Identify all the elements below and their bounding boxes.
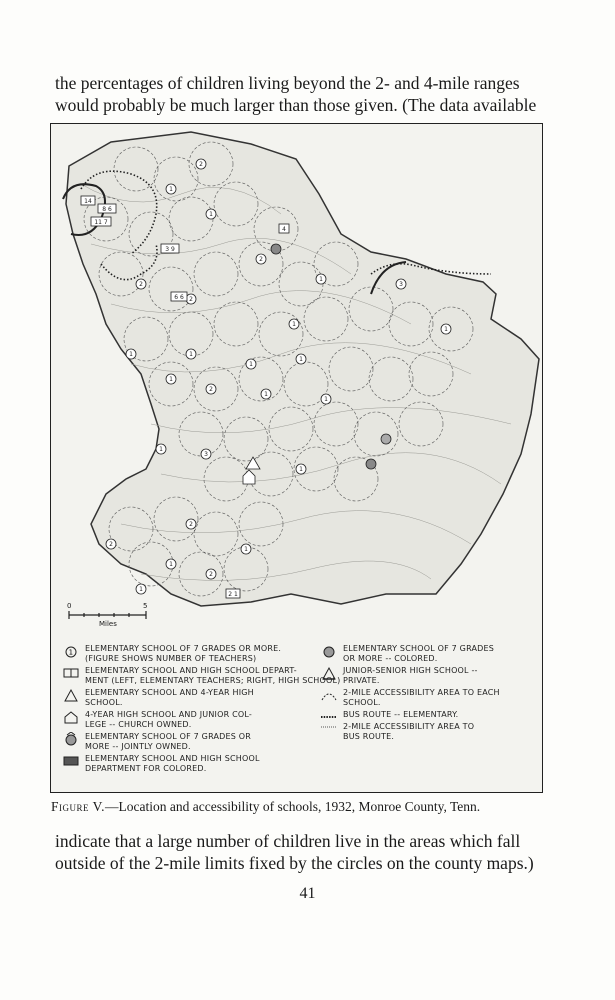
school-marker bbox=[186, 519, 196, 529]
text-line: would probably be much larger than those given. (The data available bbox=[55, 95, 537, 115]
svg-text:1: 1 bbox=[169, 561, 173, 568]
school-label: 14 bbox=[84, 198, 92, 205]
school-marker bbox=[289, 319, 299, 329]
school-marker bbox=[166, 184, 176, 194]
legend-text: OR MORE -- COLORED. bbox=[343, 654, 438, 663]
legend-item bbox=[63, 644, 281, 664]
legend-text: ELEMENTARY SCHOOL AND HIGH SCHOOL DEPART- bbox=[85, 666, 297, 675]
svg-text:2: 2 bbox=[189, 521, 193, 528]
svg-text:1: 1 bbox=[292, 321, 296, 328]
school-marker bbox=[271, 244, 281, 254]
school-marker bbox=[186, 349, 196, 359]
scale-bar bbox=[69, 611, 146, 619]
svg-text:1: 1 bbox=[209, 211, 213, 218]
school-marker bbox=[136, 584, 146, 594]
body-paragraph-top bbox=[55, 72, 550, 116]
svg-text:1: 1 bbox=[169, 186, 173, 193]
svg-text:1: 1 bbox=[244, 546, 248, 553]
legend-item bbox=[321, 644, 494, 664]
school-marker bbox=[241, 544, 251, 554]
svg-text:2: 2 bbox=[209, 386, 213, 393]
svg-text:2: 2 bbox=[259, 256, 263, 263]
svg-text:1: 1 bbox=[299, 356, 303, 363]
school-label: 3 9 bbox=[165, 246, 175, 253]
school-marker bbox=[296, 354, 306, 364]
caption-label: Figure V. bbox=[51, 799, 106, 814]
legend-item bbox=[63, 754, 260, 774]
dotted-line-icon bbox=[321, 722, 337, 736]
school-marker bbox=[256, 254, 266, 264]
county-outline bbox=[66, 132, 539, 606]
svg-text:1: 1 bbox=[159, 446, 163, 453]
legend-text: ELEMENTARY SCHOOL AND HIGH SCHOOL bbox=[85, 754, 260, 763]
school-marker bbox=[166, 374, 176, 384]
svg-text:1: 1 bbox=[139, 586, 143, 593]
svg-text:1: 1 bbox=[444, 326, 448, 333]
svg-text:3: 3 bbox=[204, 451, 208, 458]
colored-circle-icon bbox=[321, 644, 337, 658]
legend-text: SCHOOL. bbox=[85, 698, 123, 707]
jointly-owned-icon bbox=[63, 732, 79, 746]
legend-text: ELEMENTARY SCHOOL OF 7 GRADES OR bbox=[85, 732, 252, 741]
svg-text:3: 3 bbox=[399, 281, 403, 288]
text-line: outside of the 2-mile limits fixed by the circles on the county maps.) bbox=[55, 853, 534, 873]
school-label: 8 6 bbox=[102, 206, 112, 213]
svg-text:2: 2 bbox=[189, 296, 193, 303]
school-marker bbox=[196, 159, 206, 169]
school-marker bbox=[316, 274, 326, 284]
school-marker bbox=[166, 559, 176, 569]
svg-text:1: 1 bbox=[324, 396, 328, 403]
dashed-arc-icon bbox=[321, 688, 337, 702]
legend-text: LEGE -- CHURCH OWNED. bbox=[85, 720, 192, 729]
svg-text:2: 2 bbox=[139, 281, 143, 288]
school-label: 4 bbox=[282, 226, 286, 233]
svg-text:1: 1 bbox=[129, 351, 133, 358]
split-box-icon bbox=[63, 666, 79, 680]
legend-text: MORE -- JOINTLY OWNED. bbox=[85, 742, 191, 751]
school-marker bbox=[261, 389, 271, 399]
map-figure bbox=[50, 123, 543, 793]
svg-text:2: 2 bbox=[199, 161, 203, 168]
circle-number-icon bbox=[63, 644, 79, 658]
school-marker bbox=[136, 279, 146, 289]
school-label: 6 6 bbox=[174, 294, 184, 301]
legend-text: DEPARTMENT FOR COLORED. bbox=[85, 764, 207, 773]
svg-text:1: 1 bbox=[169, 376, 173, 383]
school-marker bbox=[156, 444, 166, 454]
legend-text: (FIGURE SHOWS NUMBER OF TEACHERS) bbox=[85, 654, 257, 663]
school-label: 11 7 bbox=[94, 219, 108, 226]
legend-item bbox=[321, 666, 478, 686]
school-marker bbox=[296, 464, 306, 474]
legend-item bbox=[63, 732, 251, 752]
school-marker bbox=[321, 394, 331, 404]
legend-text: MENT (LEFT, ELEMENTARY TEACHERS; RIGHT, HIGH SCHOOL) bbox=[85, 676, 341, 685]
scale-zero-label: 0 bbox=[67, 602, 72, 610]
body-paragraph-bottom bbox=[55, 830, 550, 874]
legend-item bbox=[63, 710, 252, 730]
legend-text: ELEMENTARY SCHOOL OF 7 GRADES bbox=[343, 644, 495, 653]
legend-text: 4-YEAR HIGH SCHOOL AND JUNIOR COL- bbox=[85, 710, 252, 719]
house-icon bbox=[63, 710, 79, 724]
school-marker bbox=[381, 434, 391, 444]
legend-item bbox=[63, 666, 340, 686]
legend-text: 2-MILE ACCESSIBILITY AREA TO EACH bbox=[343, 688, 500, 697]
text-line: the percentages of children living beyond the 2- and 4-mile ranges bbox=[55, 73, 520, 93]
map-legend bbox=[51, 644, 542, 792]
school-marker bbox=[186, 294, 196, 304]
legend-item bbox=[63, 688, 254, 708]
legend-text: PRIVATE. bbox=[343, 676, 380, 685]
school-marker bbox=[366, 459, 376, 469]
svg-text:1: 1 bbox=[249, 361, 253, 368]
caption-text: —Location and accessibility of schools, 1932, Monroe County, Tenn. bbox=[105, 799, 481, 814]
school-marker bbox=[206, 384, 216, 394]
school-marker bbox=[206, 209, 216, 219]
page-number: 41 bbox=[299, 885, 316, 902]
legend-text: ELEMENTARY SCHOOL OF 7 GRADES OR MORE. bbox=[85, 644, 282, 653]
legend-text: BUS ROUTE. bbox=[343, 732, 395, 741]
svg-text:1: 1 bbox=[319, 276, 323, 283]
svg-text:2: 2 bbox=[109, 541, 113, 548]
school-marker bbox=[441, 324, 451, 334]
legend-text: 2-MILE ACCESSIBILITY AREA TO bbox=[343, 722, 475, 731]
figure-caption bbox=[51, 799, 541, 815]
colored-box-icon bbox=[63, 754, 79, 768]
legend-text: JUNIOR-SENIOR HIGH SCHOOL -- bbox=[343, 666, 478, 675]
school-marker bbox=[106, 539, 116, 549]
legend-text: ELEMENTARY SCHOOL AND 4-YEAR HIGH bbox=[85, 688, 254, 697]
school-label: 2 1 bbox=[228, 591, 238, 598]
scale-five-label: 5 bbox=[143, 602, 148, 610]
svg-text:1: 1 bbox=[264, 391, 268, 398]
triangle-icon bbox=[63, 688, 79, 702]
legend-text: SCHOOL. bbox=[343, 698, 381, 707]
school-marker bbox=[201, 449, 211, 459]
school-marker bbox=[246, 359, 256, 369]
svg-text:1: 1 bbox=[299, 466, 303, 473]
text-line: indicate that a large number of children live in the areas which fall bbox=[55, 831, 521, 851]
legend-item bbox=[321, 688, 500, 708]
svg-text:1: 1 bbox=[68, 648, 74, 657]
svg-text:1: 1 bbox=[189, 351, 193, 358]
school-marker bbox=[396, 279, 406, 289]
legend-item bbox=[321, 722, 474, 742]
school-marker bbox=[206, 569, 216, 579]
outline-triangle-icon bbox=[321, 666, 337, 680]
svg-text:2: 2 bbox=[209, 571, 213, 578]
scale-unit-label: Miles bbox=[99, 620, 117, 628]
legend-text: BUS ROUTE -- ELEMENTARY. bbox=[343, 710, 459, 719]
school-marker bbox=[126, 349, 136, 359]
